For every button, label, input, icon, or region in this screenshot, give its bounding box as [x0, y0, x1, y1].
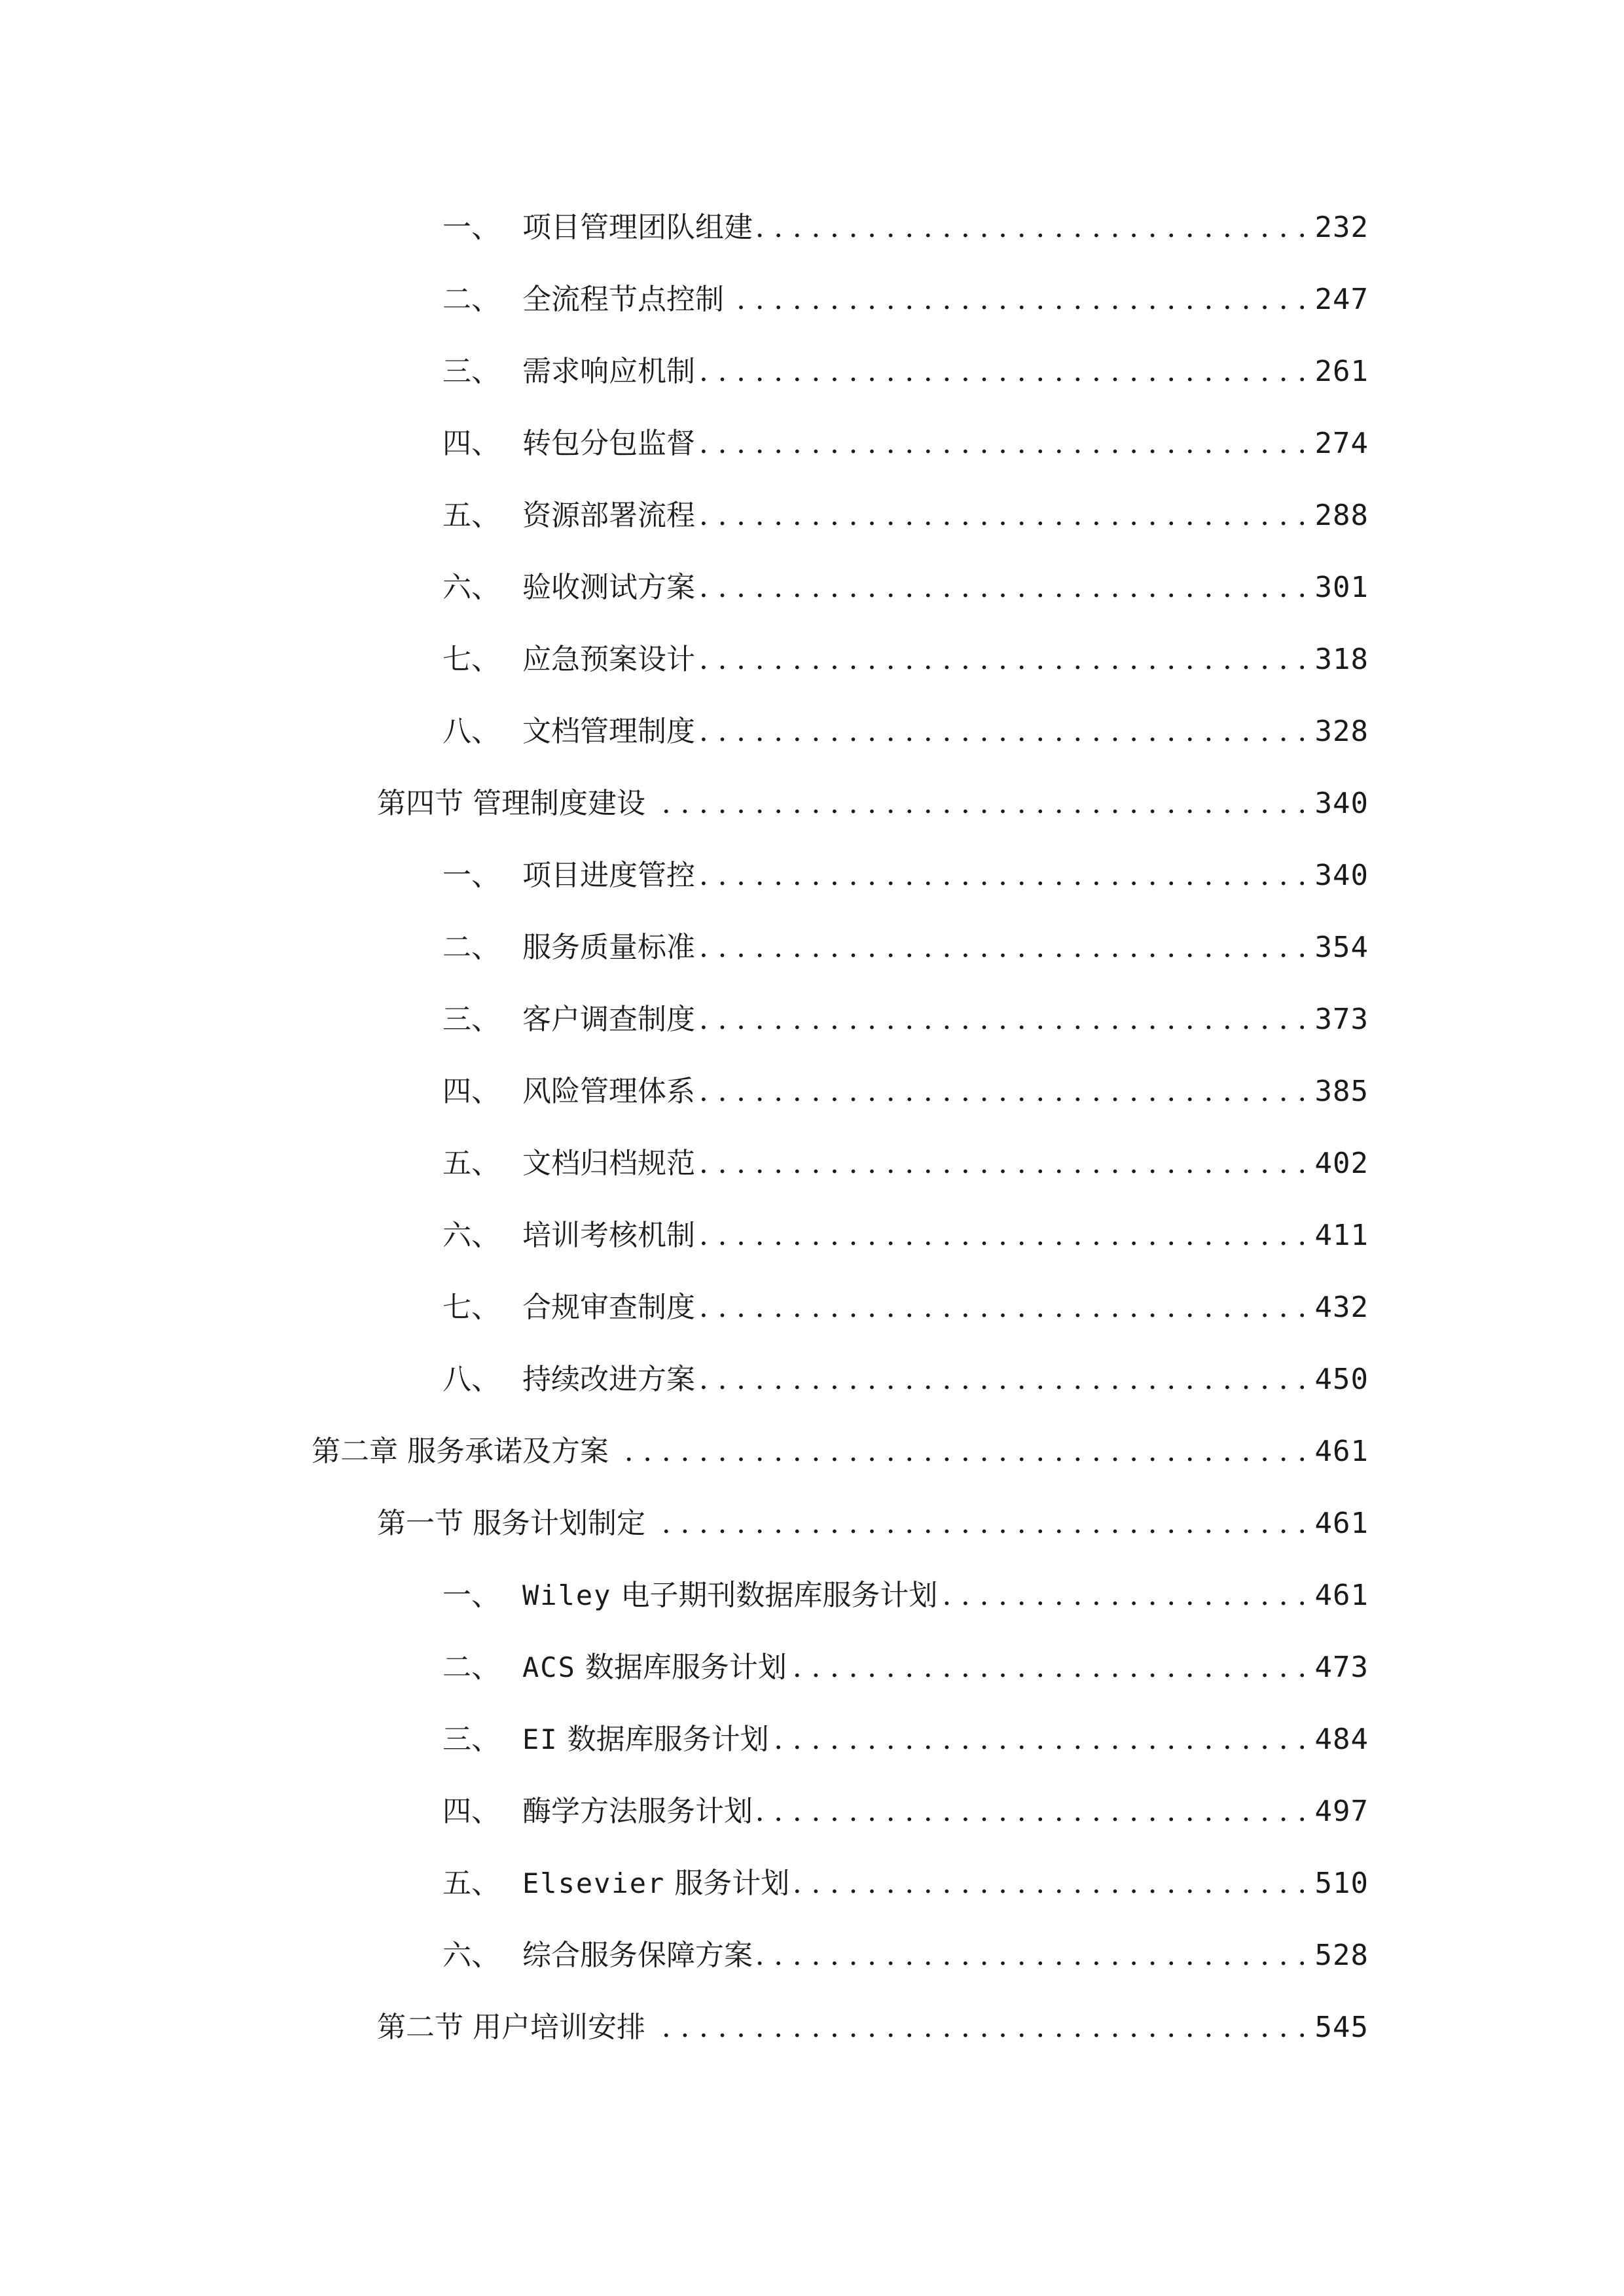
toc-entry[interactable]	[442, 994, 1369, 1046]
toc-entry-page: 328	[1314, 715, 1369, 748]
toc-entry-title: 全流程节点控制	[522, 283, 724, 316]
toc-entry[interactable]	[442, 274, 1369, 326]
toc-entry[interactable]	[442, 1138, 1369, 1190]
toc-entry-number: 四、	[442, 1795, 500, 1828]
toc-entry[interactable]	[442, 1641, 1369, 1694]
toc-leader-dots	[789, 1641, 1307, 1694]
toc-section-entry[interactable]	[377, 778, 1369, 830]
toc-entry-number: 七、	[442, 1291, 500, 1324]
toc-entry-page: 545	[1314, 2011, 1369, 2044]
toc-entry[interactable]	[442, 1570, 1369, 1622]
toc-entry-title: 风险管理体系	[522, 1075, 695, 1108]
toc-leader-dots	[699, 346, 1307, 398]
toc-entry[interactable]	[442, 202, 1369, 254]
toc-entry-number: 六、	[442, 571, 500, 604]
toc-entry-number: 五、	[442, 1867, 500, 1900]
toc-entry-page: 385	[1314, 1075, 1369, 1108]
toc-entry-title-latin: ACS	[522, 1651, 576, 1683]
toc-entry-title: 培训考核机制	[522, 1219, 695, 1252]
toc-leader-dots	[649, 778, 1307, 830]
toc-entry[interactable]	[442, 490, 1369, 542]
toc-leader-dots	[699, 562, 1307, 614]
toc-entry-title: 验收测试方案	[522, 571, 695, 604]
toc-entry-title	[522, 1857, 792, 1910]
toc-entry-number: 八、	[442, 715, 500, 748]
toc-entry-number: 三、	[442, 1723, 500, 1756]
toc-entry-page: 528	[1314, 1939, 1369, 1972]
toc-section-entry[interactable]	[377, 1498, 1369, 1550]
toc-entry-page: 354	[1314, 931, 1369, 964]
toc-entry-page: 274	[1314, 427, 1369, 460]
toc-entry-number: 第二章	[312, 1435, 398, 1468]
toc-entry-title: 合规审查制度	[522, 1291, 695, 1324]
toc-entry-number: 六、	[442, 1939, 500, 1972]
toc-entry-page: 450	[1314, 1363, 1369, 1396]
toc-entry-title: 客户调查制度	[522, 1003, 695, 1036]
toc-entry-title	[522, 1641, 789, 1694]
toc-chapter-entry[interactable]	[312, 1426, 1369, 1478]
toc-entry-number: 五、	[442, 1147, 500, 1180]
toc-entry[interactable]	[442, 1713, 1369, 1766]
toc-entry-number: 六、	[442, 1219, 500, 1252]
toc-entry-number: 三、	[442, 355, 500, 388]
toc-entry-title-text: 数据库服务计划	[585, 1651, 787, 1684]
toc-entry-page: 432	[1314, 1291, 1369, 1324]
toc-section-entry[interactable]	[377, 2001, 1369, 2054]
toc-leader-dots	[699, 1210, 1307, 1262]
toc-entry-number: 第四节	[377, 787, 463, 820]
toc-leader-dots	[792, 1857, 1307, 1910]
toc-entry-page: 373	[1314, 1003, 1369, 1036]
toc-entry-title-latin: EI	[522, 1723, 558, 1755]
toc-entry-title-text: 电子期刊数据库服务计划	[621, 1579, 938, 1612]
toc-entry-page: 473	[1314, 1651, 1369, 1684]
toc-leader-dots	[757, 202, 1307, 254]
toc-leader-dots	[699, 922, 1307, 974]
toc-entry-page: 318	[1314, 643, 1369, 676]
toc-entry-number: 四、	[442, 1075, 500, 1108]
toc-entry[interactable]	[442, 922, 1369, 974]
toc-entry-page: 340	[1314, 859, 1369, 892]
toc-entry-number: 第一节	[377, 1507, 463, 1540]
toc-entry-page: 484	[1314, 1723, 1369, 1756]
toc-leader-dots	[757, 1929, 1307, 1982]
toc-entry-title: 服务质量标准	[522, 931, 695, 964]
toc-entry-number: 五、	[442, 499, 500, 532]
toc-entry-page: 247	[1314, 283, 1369, 316]
toc-entry-number: 一、	[442, 211, 500, 244]
toc-entry-number: 二、	[442, 283, 500, 316]
toc-entry[interactable]	[442, 418, 1369, 470]
toc-leader-dots	[699, 418, 1307, 470]
toc-entry-title	[522, 1713, 772, 1766]
toc-entry[interactable]	[442, 1066, 1369, 1118]
toc-leader-dots	[699, 1066, 1307, 1118]
toc-leader-dots	[940, 1570, 1307, 1622]
toc-leader-dots	[699, 490, 1307, 542]
toc-entry-page: 497	[1314, 1795, 1369, 1828]
toc-entry-page: 301	[1314, 571, 1369, 604]
toc-entry-number: 七、	[442, 643, 500, 676]
toc-leader-dots	[649, 2001, 1307, 2054]
toc-entry-page: 461	[1314, 1435, 1369, 1468]
toc-entry[interactable]	[442, 706, 1369, 758]
toc-entry-page: 510	[1314, 1867, 1369, 1900]
toc-entry-number: 四、	[442, 427, 500, 460]
toc-leader-dots	[757, 1785, 1307, 1838]
toc-entry[interactable]	[442, 1354, 1369, 1406]
toc-entry-title-text: 服务计划	[674, 1867, 790, 1900]
toc-entry[interactable]	[442, 850, 1369, 902]
toc-entry-title: 资源部署流程	[522, 499, 695, 532]
toc-leader-dots	[699, 706, 1307, 758]
toc-entry-number: 一、	[442, 859, 500, 892]
toc-entry-page: 461	[1314, 1507, 1369, 1540]
toc-entry[interactable]	[442, 1929, 1369, 1982]
toc-entry-page: 461	[1314, 1579, 1369, 1612]
toc-leader-dots	[699, 850, 1307, 902]
toc-entry[interactable]	[442, 634, 1369, 686]
toc-entry-title: 持续改进方案	[522, 1363, 695, 1396]
toc-leader-dots	[699, 634, 1307, 686]
toc-entry-title-latin: Wiley	[522, 1579, 612, 1611]
toc-leader-dots	[699, 1138, 1307, 1190]
toc-entry-page: 340	[1314, 787, 1369, 820]
toc-entry-title: 项目管理团队组建	[522, 211, 753, 244]
toc-entry-title: 文档管理制度	[522, 715, 695, 748]
toc-entry-title: 应急预案设计	[522, 643, 695, 676]
toc-entry-number: 八、	[442, 1363, 500, 1396]
toc-entry[interactable]	[442, 1785, 1369, 1838]
toc-leader-dots	[728, 274, 1307, 326]
toc-entry-page: 411	[1314, 1219, 1369, 1252]
toc-entry-title: 服务承诺及方案	[407, 1435, 609, 1468]
toc-leader-dots	[649, 1498, 1307, 1550]
toc-entry-title: 转包分包监督	[522, 427, 695, 460]
toc-entry-title: 需求响应机制	[522, 355, 695, 388]
toc-entry-number: 三、	[442, 1003, 500, 1036]
toc-entry-title: 用户培训安排	[473, 2011, 645, 2044]
toc-entry-title: 管理制度建设	[473, 787, 645, 820]
toc-entry-page: 288	[1314, 499, 1369, 532]
toc-leader-dots	[772, 1713, 1307, 1766]
toc-entry-title: 酶学方法服务计划	[522, 1795, 753, 1828]
toc-entry-number: 第二节	[377, 2011, 463, 2044]
toc-entry-number: 二、	[442, 1651, 500, 1684]
toc-entry-title: 综合服务保障方案	[522, 1939, 753, 1972]
toc-entry-number: 一、	[442, 1579, 500, 1612]
toc-entry-title-text: 数据库服务计划	[567, 1723, 769, 1756]
toc-entry-page: 402	[1314, 1147, 1369, 1180]
toc-entry[interactable]	[442, 562, 1369, 614]
toc-entry-title: 服务计划制定	[473, 1507, 645, 1540]
toc-entry-page: 261	[1314, 355, 1369, 388]
toc-leader-dots	[699, 1354, 1307, 1406]
toc-entry[interactable]	[442, 1282, 1369, 1334]
toc-entry-number: 二、	[442, 931, 500, 964]
toc-leader-dots	[613, 1426, 1307, 1478]
toc-leader-dots	[699, 1282, 1307, 1334]
toc-leader-dots	[699, 994, 1307, 1046]
toc-entry[interactable]	[442, 1210, 1369, 1262]
toc-entry[interactable]	[442, 346, 1369, 398]
toc-entry[interactable]	[442, 1857, 1369, 1910]
toc-entry-page: 232	[1314, 211, 1369, 244]
toc-entry-title	[522, 1570, 940, 1622]
toc-entry-title: 项目进度管控	[522, 859, 695, 892]
toc-entry-title: 文档归档规范	[522, 1147, 695, 1180]
toc-entry-title-latin: Elsevier	[522, 1867, 666, 1899]
